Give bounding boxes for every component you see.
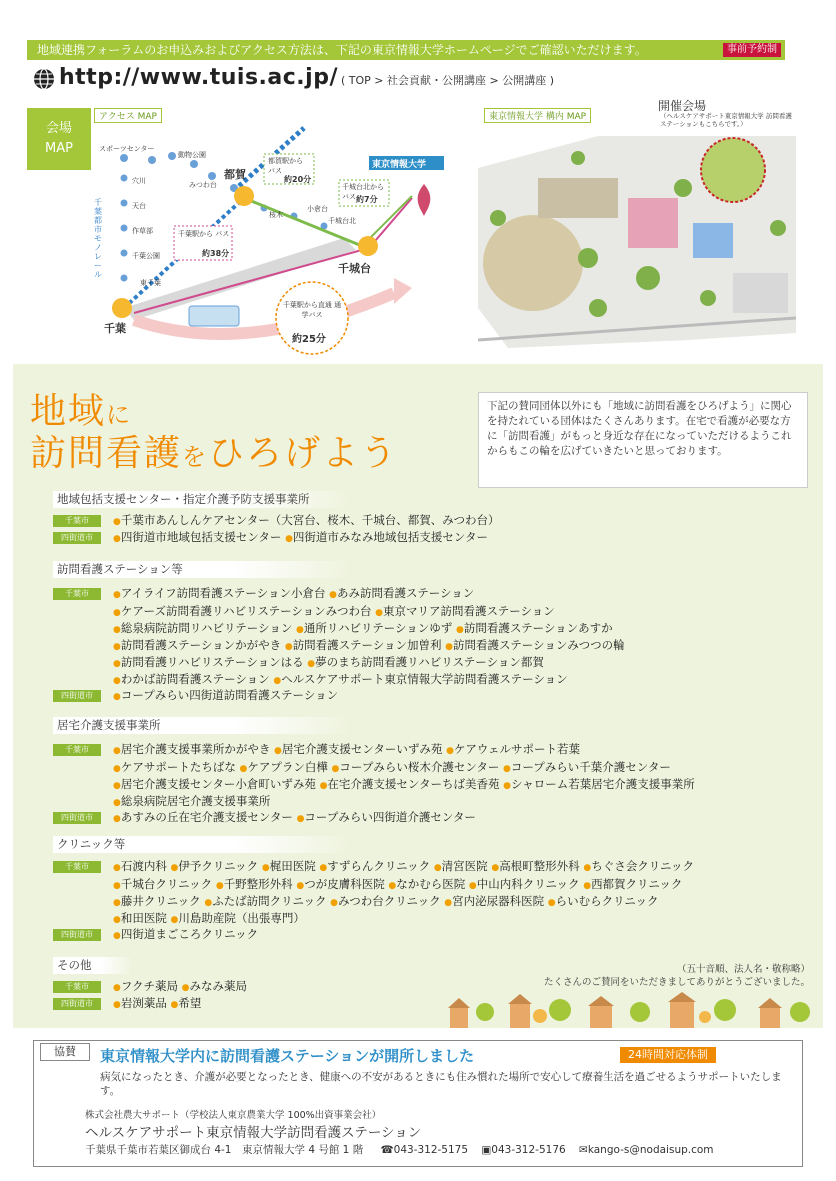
sponsor-title: 東京情報大学内に訪問看護ステーションが開所しました [100,1047,475,1065]
list-row [53,687,338,706]
mail-icon: ✉ [579,1144,588,1156]
bullet-icon: ● [113,931,121,941]
monorail-line-label: 千葉都市モノレール [94,198,102,279]
station-label: 桜木 [269,211,283,219]
bullet-icon: ● [274,746,282,756]
list-item: 訪問看護ステーション加曽利 [292,638,442,652]
bullet-icon: ● [455,625,464,635]
list-item: すずらんクリニック [327,859,431,873]
campus-map-label: 東京情報大学 構内 MAP [484,108,591,123]
acknowledgement-note [510,963,810,989]
bullet-icon: ● [113,590,121,600]
bus-chiba-time: 約38分 [202,249,230,258]
bullet-icon: ● [113,692,121,702]
bullet-icon: ● [503,764,511,774]
list-item: アイライフ訪問看護ステーション小倉台 [120,586,326,600]
list-item: みなみ薬局 [189,979,248,993]
access-map [94,108,458,358]
bullet-icon: ● [491,863,500,873]
list-item: 梶田医院 [269,859,316,873]
bus-chiba-text: 千葉駅から バス [178,230,230,238]
bullet-icon: ● [113,642,121,652]
bullet-icon: ● [330,898,339,908]
list-item: なかむら医院 [396,877,466,891]
bus-chishirodai-text: 千城台北から バス [342,183,384,201]
list-item: 川島助産院（出張専門） [178,911,305,925]
city-badge-spacer [53,775,101,787]
bullet-icon: ● [261,863,270,873]
headline-text: に [106,401,133,429]
note-line: たくさんのご賛同をいただきましてありがとうございました。 [543,977,810,988]
list-row [53,995,201,1014]
bullet-icon: ● [239,764,248,774]
list-item: 石渡内科 [120,859,167,873]
city-badge-spacer [53,909,101,921]
fax-icon: ▣ [481,1144,492,1156]
city-badge-spacer [53,619,101,631]
website-link[interactable]: http://www.tuis.ac.jp/ [59,65,338,90]
list-item: 在宅介護支援センターちば美香苑 [327,777,500,791]
bullet-icon: ● [113,898,121,908]
list-item: 西都賀クリニック [591,877,683,891]
bullet-icon: ● [170,1000,179,1010]
top-banner-text: 地域連携フォーラムのお申込みおよびアクセス方法は、下記の東京情報大学ホームページでご確認いただけます。 [37,43,647,57]
headline-text: 地域 [30,391,107,432]
bullet-icon: ● [113,676,121,686]
bullet-icon: ● [113,863,121,873]
address: 千葉県千葉市若葉区御成台 4-1 東京情報大学 4 号館 1 階 [85,1144,364,1156]
phone-number[interactable]: 043-312-5175 [393,1144,469,1156]
bullet-icon: ● [583,863,592,873]
list-item: 居宅介護支援センターいずみ苑 [281,742,443,756]
bullet-icon: ● [113,608,121,618]
bullet-icon: ● [113,764,121,774]
note-line: （五十音順、法人名・敬称略） [676,964,810,975]
tsuga-station-label: 都賀 [224,168,246,181]
list-row [53,926,258,945]
section-title-other: その他 [53,957,133,974]
list-item: 訪問看護ステーションあすか [463,621,613,635]
list-item: 岩渕薬品 [120,996,167,1010]
list-item: 訪問看護ステーションみつつの輪 [453,638,625,652]
list-item: あみ訪問看護ステーション [336,586,475,600]
bullet-icon: ● [113,814,121,824]
bullet-icon: ● [285,534,293,544]
bus-tsuga-time: 約20分 [284,175,312,184]
list-item: ケアサポートたちばな [120,760,236,774]
headline-text: ひろげよう [208,433,399,474]
list-item: 和田医院 [120,911,167,925]
bus-chishirodai-time: 約7分 [356,195,378,204]
station-label: 東千葉 [140,279,161,287]
city-badge: 四街道市 [53,812,101,824]
list-item: 訪問看護リハビリステーションはる [120,655,304,669]
email-link[interactable]: kango-s@nodaisup.com [587,1144,714,1156]
bullet-icon: ● [170,915,179,925]
list-item: 通所リハビリテーションゆず [303,621,453,635]
bullet-icon: ● [329,590,337,600]
bullet-icon: ● [319,781,328,791]
list-item: 藤井クリニック [120,894,201,908]
headline-text: 訪問看護 [30,433,183,474]
bullet-icon: ● [296,814,305,824]
bullet-icon: ● [113,915,121,925]
venue-map-tab [27,108,91,170]
bullet-icon: ● [113,1000,121,1010]
list-item: みつわ台クリニック [338,894,441,908]
list-item: 四街道市地域包括支援センター [120,530,282,544]
url-row [33,66,793,92]
station-label: 作草部 [132,227,153,235]
list-item: 清宮医院 [441,859,488,873]
list-item: つが皮膚科医院 [304,877,385,891]
bullet-icon: ● [113,625,121,635]
headline-line2 [30,425,398,476]
list-item: 総泉病院居宅介護支援事業所 [120,794,271,808]
list-item: ケアプラン白樺 [247,760,328,774]
sponsor-body: 病気になったとき、介護が必要となったとき、健康への不安があるときにも住み慣れた場所で安心して療養生活を過ごせるようサポートいたします。 [100,1071,782,1097]
intro-text: 下記の賛同団体以外にも「地域に訪問看護をひろげよう」に関心を持たれている団体はたくさんあります。在宅で看護が必要な方に「訪問看護」がもっと身近な存在になっていただけるようこれからもこの輪を広げていきたいと思っております。 [478,392,808,488]
venue-tab-line1: 会場 [45,121,72,136]
bullet-icon: ● [433,863,442,873]
section-title-clinics: クリニック等 [53,836,353,853]
list-item: 千城台クリニック [120,877,213,891]
bullet-icon: ● [445,642,454,652]
list-item: ケアーズ訪問看護リハビリステーションみつわ台 [120,604,372,618]
list-item: らいむらクリニック [555,894,659,908]
list-item: 千葉市あんしんケアセンター（大宮台、桜木、千城台、都賀、みつわ台） [120,513,500,527]
bullet-icon: ● [307,659,316,669]
venue-note: （ヘルスケアサポート東京情報大学 訪問看護ステーションもこちらです。） [660,112,792,128]
list-row [53,809,476,828]
city-badge: 千葉市 [53,861,101,873]
bullet-icon: ● [284,642,293,652]
access-map-label: アクセス MAP [94,108,162,123]
town-illustration [440,990,820,1028]
section-title-care-planning: 居宅介護支援事業所 [53,717,353,734]
station-label: 動物公園 [178,151,206,159]
section-title-community-support: 地域包括支援センター・指定介護予防支援事業所 [53,491,353,508]
bullet-icon: ● [295,625,304,635]
list-row [53,529,488,548]
city-badge-spacer [53,636,101,648]
company-name: 株式会社農大サポート（学校法人東京農業大学 100%出資事業会社） [85,1110,382,1121]
contact-row [85,1142,714,1157]
campus-map [478,99,796,358]
headline-text: を [182,443,209,471]
city-badge-spacer [53,602,101,614]
city-badge-spacer [53,670,101,682]
bullet-icon: ● [113,534,121,544]
breadcrumb: ( TOP > 社会貢献・公開講座 > 公開講座 ) [341,74,555,87]
station-label: 穴川 [132,177,146,185]
city-badge: 千葉市 [53,981,101,993]
list-item: コープみらい千葉介護センター [510,760,671,774]
list-item: 東京マリア訪問看護ステーション [382,604,555,618]
city-badge: 四街道市 [53,690,101,702]
bullet-icon: ● [273,676,282,686]
list-item: わかば訪問看護ステーション [120,672,270,686]
list-item: ヘルスケアサポート東京情報大学訪問看護ステーション [281,672,568,686]
list-item: 中山内科クリニック [476,877,580,891]
bullet-icon: ● [113,781,121,791]
list-item: 高根町整形外科 [499,859,580,873]
shuttle-bus-text: 千葉駅から直通 通学バス [282,301,342,319]
bullet-icon: ● [468,881,477,891]
bullet-icon: ● [113,983,121,993]
bullet-icon: ● [113,798,121,808]
bullet-icon: ● [113,746,121,756]
bullet-icon: ● [583,881,592,891]
bullet-icon: ● [331,764,340,774]
bullet-icon: ● [296,881,305,891]
list-item: あすみの丘在宅介護支援センター [120,810,293,824]
list-item: コープみらい四街道訪問看護ステーション [120,688,339,702]
bullet-icon: ● [215,881,224,891]
bus-tsuga-text: 都賀駅から バス [268,157,303,175]
list-item: ケアウェルサポート若葉 [453,742,580,756]
list-item: 希望 [178,996,202,1010]
24h-badge: 24時間対応体制 [620,1047,716,1063]
list-item: 訪問看護ステーションかがやき [120,638,282,652]
shuttle-bus-time: 約25分 [292,334,326,345]
list-item: 千野整形外科 [223,877,293,891]
station-label: みつわ台 [189,181,217,189]
bullet-icon: ● [388,881,397,891]
list-item: コープみらい桜木介護センター [339,760,500,774]
list-item: 四街道市みなみ地域包括支援センター [292,530,488,544]
list-item: 夢のまち訪問看護リハビリステーション都賀 [315,655,544,669]
city-badge: 千葉市 [53,515,101,527]
bullet-icon: ● [375,608,383,618]
list-item: フクチ薬局 [120,979,179,993]
phone-icon: ☎ [380,1144,394,1156]
list-item: 居宅介護支援センター小倉町いずみ苑 [120,777,316,791]
top-banner [27,40,785,60]
city-badge-spacer [53,892,101,904]
venue-title: 開催会場 [658,99,707,113]
bullet-icon: ● [446,746,454,756]
list-item: 伊予クリニック [178,859,259,873]
list-item: ふたば訪問クリニック [212,894,327,908]
city-badge-spacer [53,758,101,770]
list-item: シャローム若葉居宅介護支援事業所 [510,777,695,791]
reservation-badge: 事前予約制 [723,43,781,57]
city-badge: 四街道市 [53,532,101,544]
fax-number: 043-312-5176 [491,1144,566,1156]
bullet-icon: ● [113,659,121,669]
city-badge: 四街道市 [53,929,101,941]
station-label: 千城台北 [328,217,356,225]
globe-icon [33,68,55,90]
list-item: 居宅介護支援事業所かがやき [120,742,271,756]
bullet-icon: ● [547,898,556,908]
bullet-icon: ● [204,898,213,908]
bullet-icon: ● [181,983,190,993]
bullet-icon: ● [444,898,453,908]
list-item: 四街道まごころクリニック [120,927,259,941]
list-item: コープみらい四街道介護センター [304,810,476,824]
bullet-icon: ● [170,863,179,873]
bullet-icon: ● [113,517,121,527]
station-label: スポーツセンター [99,145,155,153]
section-title-visiting-nurse: 訪問看護ステーション等 [53,561,353,578]
city-badge: 千葉市 [53,588,101,600]
list-item: 総泉病院訪問リハビリテーション [120,621,293,635]
chishirodai-station-label: 千城台 [338,262,371,275]
bullet-icon: ● [503,781,511,791]
bullet-icon: ● [319,863,328,873]
station-label: 天台 [132,202,146,210]
station-label: 千葉公園 [132,252,160,260]
university-label: 東京情報大学 [372,160,427,170]
city-badge: 千葉市 [53,744,101,756]
station-name: ヘルスケアサポート東京情報大学訪問看護ステーション [85,1125,422,1141]
chiba-station-label: 千葉 [104,322,126,335]
bullet-icon: ● [113,881,121,891]
city-badge: 四街道市 [53,998,101,1010]
city-badge-spacer [53,875,101,887]
city-badge-spacer [53,653,101,665]
sponsor-tag: 協賛 [40,1043,90,1061]
venue-tab-line2: MAP [45,141,73,156]
list-item: ちぐさ会クリニック [591,859,695,873]
station-label: 小倉台 [307,205,328,213]
list-item: 宮内泌尿器科医院 [452,894,545,908]
city-badge-spacer [53,792,101,804]
campus-map-graphic [478,108,796,358]
